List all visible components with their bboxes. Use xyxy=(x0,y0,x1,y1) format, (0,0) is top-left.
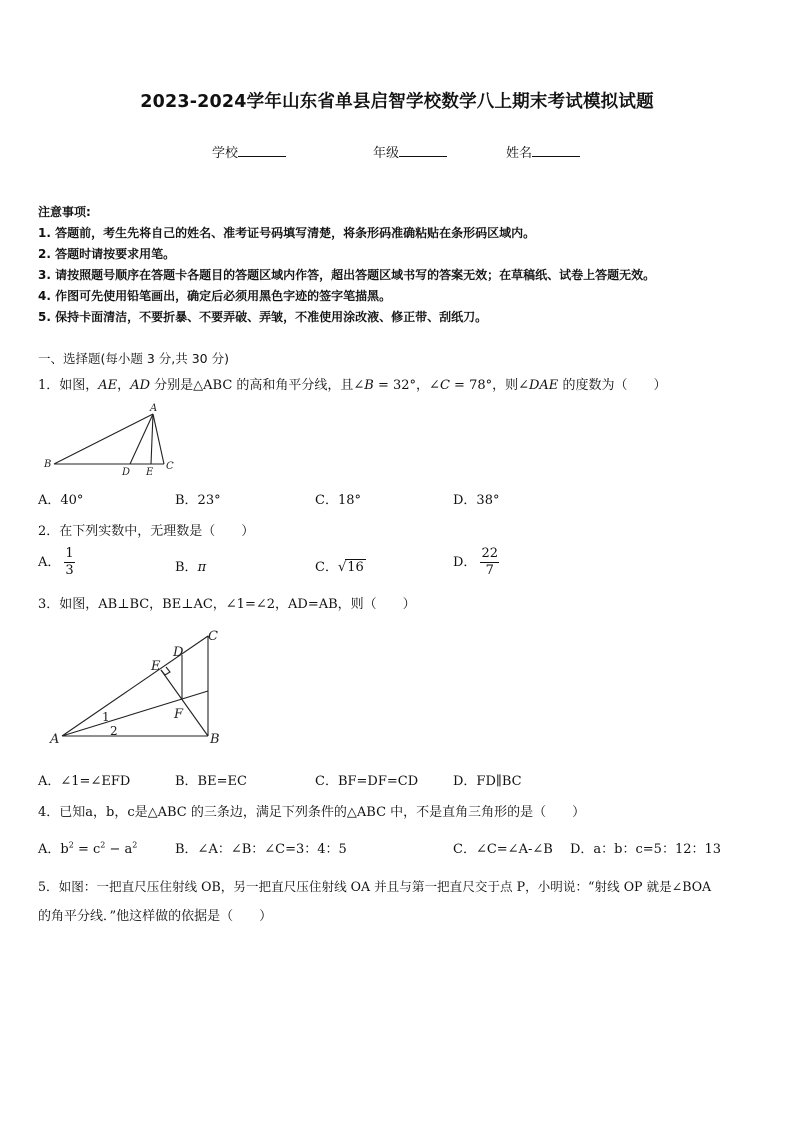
question-2-stem: 2．在下列实数中，无理数是（ ） xyxy=(38,524,255,539)
q1-mid: 分别是△ABC 的高和角平分线，且∠ xyxy=(150,378,365,393)
section-heading: 一、选择题(每小题 3 分,共 30 分) xyxy=(38,351,229,366)
q3-option-b[interactable]: B．BE=EC xyxy=(175,774,247,789)
q1-angle-dae: DAE xyxy=(529,378,559,393)
q1-label-b: B xyxy=(44,459,52,470)
notice-item: 1. 答题前，考生先将自己的姓名、准考证号码填写清楚，将条形码准确粘贴在条形码区域内。 xyxy=(38,226,536,240)
q1-label-c: C xyxy=(166,461,174,472)
q1-label-d: D xyxy=(122,467,131,476)
name-blank xyxy=(532,144,580,157)
notice-item: 5. 保持卡面清洁，不要折暴、不要弄破、弄皱，不准使用涂改液、修正带、刮纸刀。 xyxy=(38,310,488,324)
q1-angle-c: C xyxy=(439,378,450,393)
q4-a-b: b xyxy=(60,842,69,857)
q3-label-angle-2: 2 xyxy=(110,724,118,738)
q1-option-d[interactable]: D．38° xyxy=(453,493,500,508)
q3-option-d[interactable]: D．FD∥BC xyxy=(453,774,522,789)
grade-label: 年级 xyxy=(373,146,400,161)
q2-option-a[interactable] xyxy=(38,546,75,579)
q2-d-numerator: 22 xyxy=(481,546,498,561)
name-label: 姓名 xyxy=(506,146,533,161)
q2-a-label: A． xyxy=(38,555,61,570)
q1-label-a: A xyxy=(150,403,158,414)
q3-label-f: F xyxy=(174,707,184,722)
school-label: 学校 xyxy=(212,146,239,161)
question-4-stem: 4．已知a，b，c是△ABC 的三条边，满足下列条件的△ABC 中，不是直角三角形的是（ ） xyxy=(38,805,586,820)
q2-d-label: D． xyxy=(453,555,477,570)
grade-field xyxy=(373,142,447,161)
q1-prefix: 1．如图， xyxy=(38,378,99,393)
q1-option-a[interactable]: A．40° xyxy=(38,493,84,508)
q4-option-a[interactable] xyxy=(38,838,137,857)
q3-label-d: D xyxy=(173,645,184,660)
question-1-stem xyxy=(38,374,666,393)
question-5-line-1: 5．如图：一把直尺压住射线 OB，另一把直尺压住射线 OA 并且与第一把直尺交于点 P，小明说：“射线 OP 就是∠BOA xyxy=(38,879,712,894)
q4-a-eq: = c xyxy=(73,842,101,857)
q2-option-c[interactable] xyxy=(315,556,366,575)
question-5-line-2: 的角平分线．”他这样做的依据是（ ） xyxy=(38,909,273,924)
q3-label-c: C xyxy=(208,629,218,644)
q2-b-label: B． xyxy=(175,560,198,575)
name-field xyxy=(506,142,580,161)
q3-label-e: E xyxy=(151,659,161,674)
q2-d-denominator: 7 xyxy=(485,563,494,578)
q3-triangle-figure xyxy=(40,624,230,748)
q1-c-eq: = 78°，则∠ xyxy=(449,378,529,393)
grade-blank xyxy=(399,144,447,157)
q3-label-angle-1: 1 xyxy=(102,710,110,724)
q2-a-fraction xyxy=(64,546,74,579)
q1-ae: AE xyxy=(98,378,118,393)
q2-option-d[interactable] xyxy=(453,546,499,579)
q4-option-c[interactable]: C．∠C=∠A-∠B xyxy=(453,842,553,857)
q1-tail: 的度数为（ ） xyxy=(558,378,667,393)
page-title: 2023-2024学年山东省单县启智学校数学八上期末考试模拟试题 xyxy=(140,92,654,112)
q4-option-b[interactable]: B．∠A：∠B：∠C=3：4：5 xyxy=(175,842,347,857)
q1-triangle-figure xyxy=(40,400,180,476)
q4-a-exp-3: 2 xyxy=(132,840,138,850)
q4-a-minus: − a xyxy=(105,842,133,857)
q1-label-e: E xyxy=(146,467,154,476)
q3-label-a: A xyxy=(50,732,60,747)
q1-option-b[interactable]: B．23° xyxy=(175,493,221,508)
notice-item: 4. 作图可先使用铅笔画出，确定后必须用黑色字迹的签字笔描黑。 xyxy=(38,289,392,303)
q4-a-label: A． xyxy=(38,842,61,857)
q3-option-c[interactable]: C．BF=DF=CD xyxy=(315,774,419,789)
q1-option-c[interactable]: C．18° xyxy=(315,493,361,508)
q3-label-b: B xyxy=(210,732,220,747)
school-field xyxy=(212,142,286,161)
q1-b-eq: = 32°，∠ xyxy=(373,378,440,393)
q2-c-root-sign: √ xyxy=(337,560,347,575)
q2-d-fraction xyxy=(480,546,499,579)
school-blank xyxy=(238,144,286,157)
notice-heading: 注意事项: xyxy=(38,205,91,219)
q1-ad: AD xyxy=(130,378,150,393)
q2-a-numerator: 1 xyxy=(65,546,74,561)
q4-a-exp-1: 2 xyxy=(68,840,74,850)
q2-option-b[interactable] xyxy=(175,556,206,575)
notice-item: 3. 请按照题号顺序在答题卡各题目的答题区域内作答，超出答题区域书写的答案无效；在草稿纸、试卷上答题无效。 xyxy=(38,268,656,282)
q2-a-denominator: 3 xyxy=(65,563,74,578)
q2-c-label: C． xyxy=(315,560,338,575)
q3-option-a[interactable]: A．∠1=∠EFD xyxy=(38,774,131,789)
notice-item: 2. 答题时请按要求用笔。 xyxy=(38,247,176,261)
q2-c-radicand: 16 xyxy=(347,560,364,575)
q1-sep: ， xyxy=(117,378,131,393)
q1-angle-b: B xyxy=(364,378,374,393)
question-3-stem: 3．如图，AB⊥BC，BE⊥AC，∠1=∠2，AD=AB，则（ ） xyxy=(38,597,416,612)
q2-b-value: π xyxy=(197,560,207,575)
q4-a-exp-2: 2 xyxy=(100,840,106,850)
q4-option-d[interactable]: D．a：b：c=5：12：13 xyxy=(570,842,722,857)
